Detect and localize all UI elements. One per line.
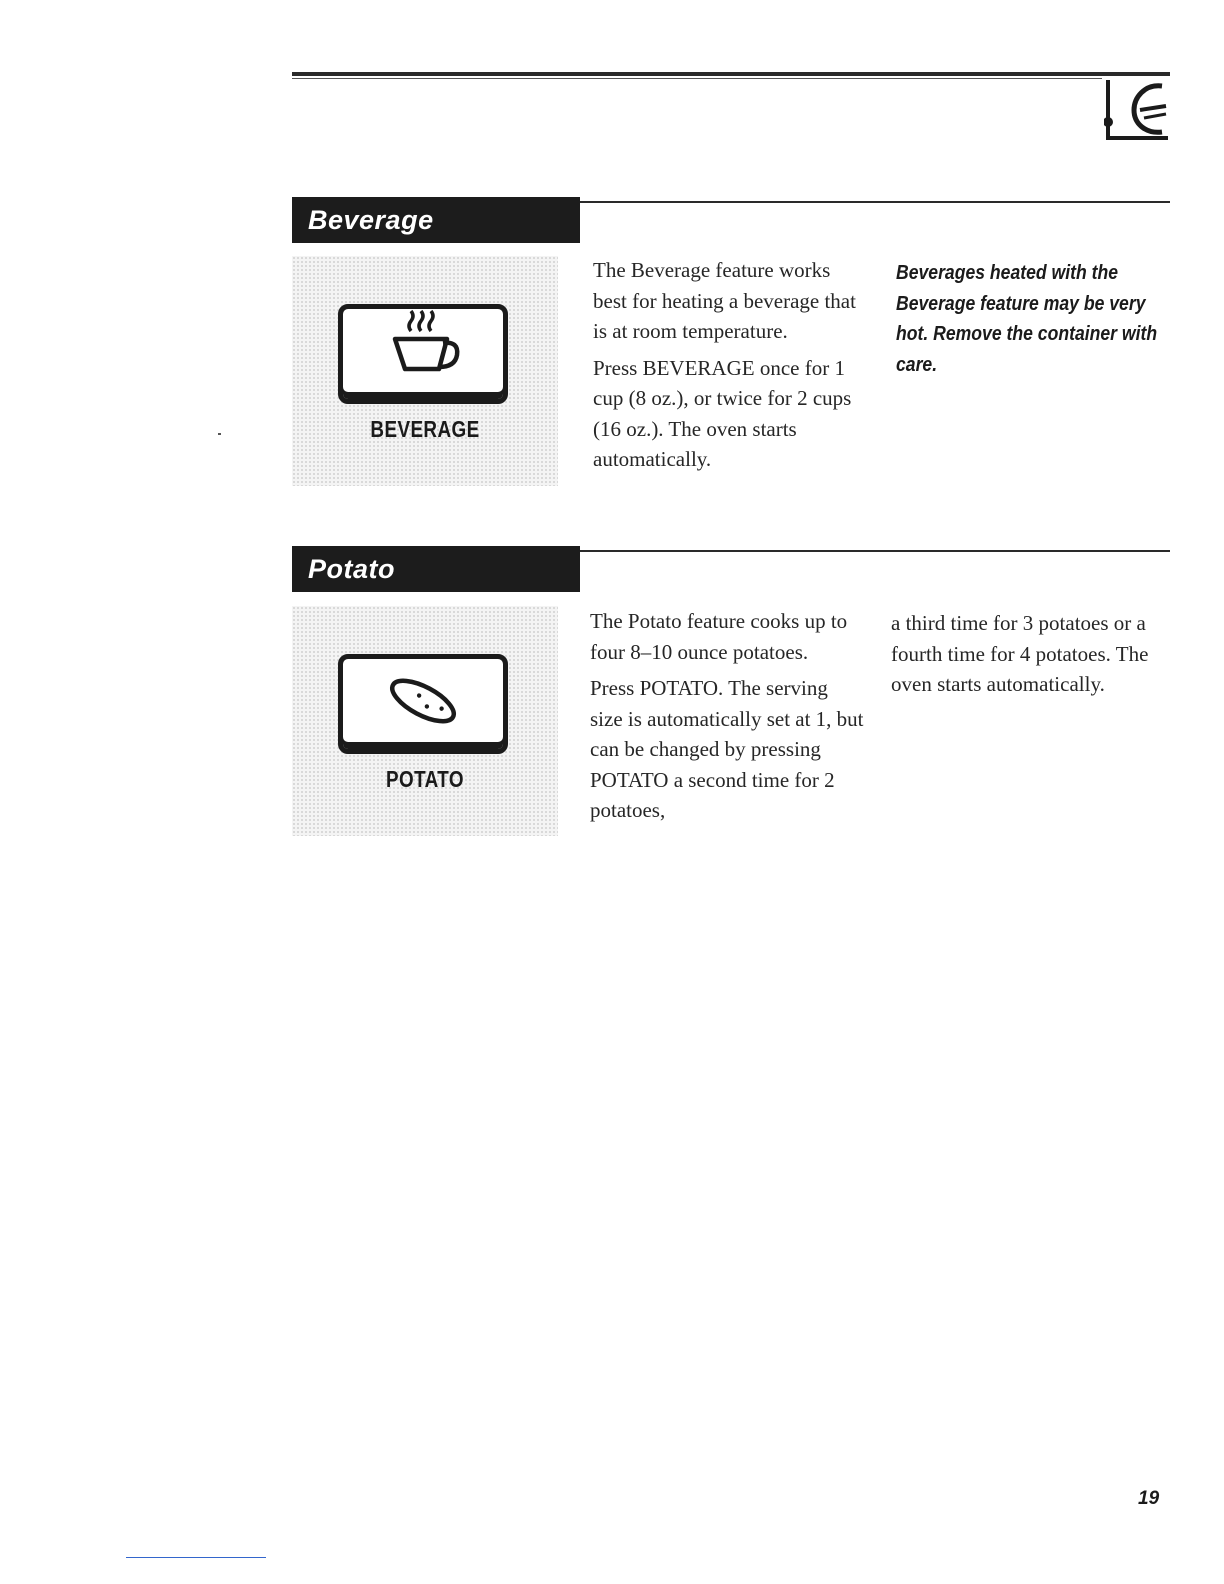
beverage-key-button	[338, 304, 508, 404]
potato-description	[590, 606, 865, 832]
potato-section-rule	[580, 550, 1170, 552]
page-number: 19	[1138, 1488, 1160, 1509]
stray-mark	[218, 433, 221, 435]
beverage-warning: Beverages heated with the Beverage feature may be very hot. Remove the container with care.	[896, 262, 1158, 376]
potato-description-continued	[891, 608, 1156, 706]
steaming-cup-icon	[343, 309, 503, 397]
beverage-section-title: Beverage	[292, 197, 580, 243]
potato-paragraph-3: a third time for 3 potatoes or a fourth time for 4 potatoes. The oven starts automatically.	[891, 611, 1149, 696]
potato-key-button	[338, 654, 508, 754]
beverage-paragraph-1: The Beverage feature works best for heating a beverage that is at room temperature.	[593, 258, 856, 343]
potato-section-title: Potato	[292, 546, 580, 592]
beverage-key-label: BEVERAGE	[370, 416, 480, 442]
potato-paragraph-1: The Potato feature cooks up to four 8–10 ounce potatoes.	[590, 609, 848, 664]
beverage-paragraph-2: Press BEVERAGE once for 1 cup (8 oz.), or twice for 2 cups (16 oz.). The oven starts automatically.	[593, 355, 852, 471]
top-rule-thin	[292, 78, 1102, 79]
beverage-description	[593, 255, 868, 481]
beverage-section-rule	[580, 201, 1170, 203]
corner-logo-icon	[1104, 76, 1170, 142]
potato-key-panel	[292, 606, 558, 836]
potato-paragraph-2: Press POTATO. The serving size is automatically set at 1, but can be changed by pressing POTATO a second time for 2 potatoes,	[590, 676, 864, 822]
bottom-rule	[126, 1557, 266, 1558]
beverage-key-panel	[292, 256, 558, 486]
potato-key-label: POTATO	[386, 766, 464, 792]
potato-icon	[343, 659, 503, 747]
top-rule	[292, 72, 1170, 76]
